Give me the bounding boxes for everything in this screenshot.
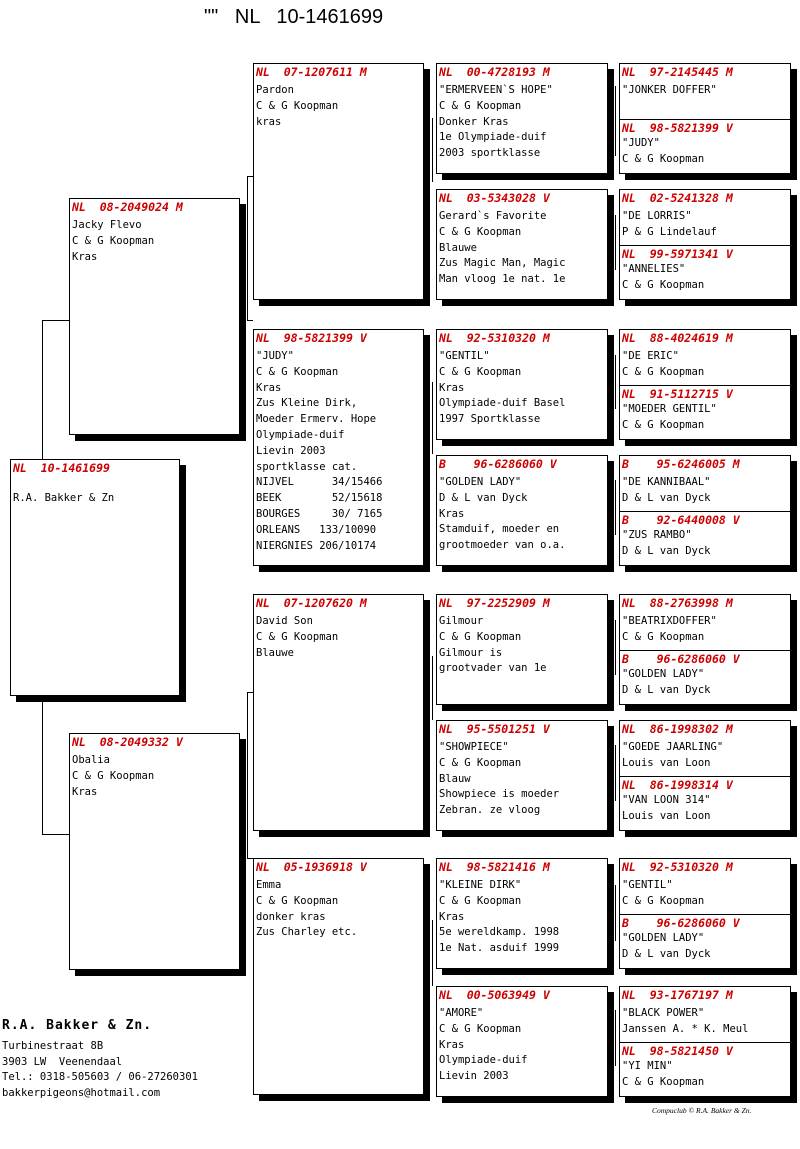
color: Kras [439,910,465,923]
pigeon-name: "DE KANNIBAAL" [622,476,711,488]
great-grandparent-card [436,189,608,300]
ancestor-sire [620,456,790,511]
race-result: BEEK 52/15618 [256,492,383,505]
color: Donker Kras [439,115,509,128]
ring-number: NL 97-2145445 M [622,65,733,79]
ring-number: NL 93-1767197 M [622,988,733,1002]
note: Olympiade-duif Basel [439,397,566,410]
ring-number: NL 92-5310320 M [622,860,733,874]
pigeon-name: "ANNELIES" [622,263,686,275]
ring-number: B 95-6246005 M [622,457,740,471]
breeder: Janssen A. * K. Meul [622,1022,749,1035]
breeder: Louis van Loon [622,756,711,769]
owner-city: 3903 LW Veenendaal [2,1055,123,1068]
color: Kras [72,785,98,798]
ring-number: NL 05-1936918 V [256,860,367,874]
note: Stamduif, moeder en [439,523,560,536]
grandparent-card [253,858,424,1095]
connector [615,620,616,675]
ring-number: B 96-6286060 V [622,652,740,666]
ring-number: B 92-6440008 V [622,513,740,527]
ring-number: B 96-6286060 V [622,916,740,930]
great-grandparent-card [436,594,608,705]
note: Man vloog 1e nat. 1e [439,273,566,286]
connector [432,920,433,986]
ring-number: NL 86-1998314 V [622,778,733,792]
connector [42,320,43,460]
ring-number: NL 95-5501251 V [439,722,550,736]
pedigree-title: "" NL 10-1461699 [204,6,384,28]
great-grandparent-card [436,455,608,566]
breeder: C & G Koopman [622,152,705,165]
note: Lievin 2003 [439,1070,509,1083]
owner-name: R.A. Bakker & Zn. [2,1018,153,1033]
breeder: C & G Koopman [622,365,705,378]
ring-number: NL 00-4728193 M [439,65,550,79]
ancestor-pair-card [619,329,791,440]
ring-number: NL 86-1998302 M [622,722,733,736]
ancestor-dam [620,119,790,174]
great-grandparent-card [436,329,608,440]
note: Zus Magic Man, Magic [439,257,566,270]
note: grootmoeder van o.a. [439,539,566,552]
ring-number: NL 98-5821399 V [256,331,367,345]
great-grandparent-card [436,720,608,831]
connector [42,320,69,321]
pigeon-name: "MOEDER GENTIL" [622,403,717,415]
connector [42,700,43,834]
pigeon-name: "DE ERIC" [622,350,679,362]
note: 2003 sportklasse [439,147,541,160]
connector [615,885,616,941]
breeder: C & G Koopman [439,365,522,378]
ring-number: NL 98-5821399 V [622,121,733,135]
connector [247,176,248,320]
breeder: C & G Koopman [622,278,705,291]
ancestor-pair-card [619,594,791,705]
ring-number: NL 03-5343028 V [439,191,550,205]
ring-number: NL 91-5112715 V [622,387,733,401]
note: grootvader van 1e [439,662,547,675]
ring-number: NL 00-5063949 V [439,988,550,1002]
pigeon-name: Pardon [256,84,294,96]
pigeon-name: "GOEDE JAARLING" [622,741,724,753]
breeder: P & G Lindelauf [622,225,717,238]
grandparent-card [253,63,424,300]
breeder: C & G Koopman [72,769,155,782]
pigeon-name: "VAN LOON 314" [622,794,711,806]
connector [432,656,433,720]
connector [615,86,616,156]
ring-number: NL 08-2049024 M [72,200,183,214]
sire-card [69,198,240,435]
connector [247,320,253,321]
owner-address: Turbinestraat 8B [2,1040,104,1052]
ancestor-sire [620,64,790,119]
owner-info [2,1018,198,1101]
pigeon-name: Jacky Flevo [72,219,142,231]
breeder: C & G Koopman [439,894,522,907]
great-grandparent-card [436,986,608,1097]
ancestor-dam [620,511,790,566]
breeder: Louis van Loon [622,809,711,822]
breeder: C & G Koopman [439,225,522,238]
note: Zus Charley etc. [256,926,358,939]
ancestor-pair-card [619,858,791,969]
breeder: C & G Koopman [622,630,705,643]
ancestor-sire [620,190,790,245]
owner-phone: Tel.: 0318-505603 / 06-27260301 [2,1071,198,1083]
great-grandparent-card [436,63,608,174]
color: Kras [439,1038,465,1051]
note: 1997 Sportklasse [439,413,541,426]
connector [615,1010,616,1066]
pigeon-name: "BLACK POWER" [622,1007,705,1019]
color: Kras [256,381,282,394]
color: Kras [439,507,465,520]
note: Zebran. ze vloog [439,804,541,817]
ancestor-dam [620,385,790,440]
color: Blauw [439,772,471,785]
ancestor-dam [620,776,790,831]
ancestor-pair-card [619,189,791,300]
note: Olympiade-duif [439,1054,528,1067]
color: Blauwe [256,646,294,659]
breeder: C & G Koopman [622,418,705,431]
breeder: C & G Koopman [622,1075,705,1088]
breeder: D & L van Dyck [622,544,711,557]
color: donker kras [256,910,326,923]
grandparent-card [253,594,424,831]
connector [615,355,616,409]
breeder: D & L van Dyck [622,491,711,504]
connector [615,215,616,270]
breeder: C & G Koopman [256,365,339,378]
pigeon-name: David Son [256,615,313,627]
breeder: C & G Koopman [439,1022,522,1035]
connector [247,692,248,858]
ring-number: NL 98-5821416 M [439,860,550,874]
pigeon-name: "YI MIN" [622,1060,673,1072]
pigeon-info: R.A. Bakker & Zn [13,492,115,504]
connector [432,382,433,454]
note: Gilmour is [439,646,503,659]
pigeon-name: "GOLDEN LADY" [622,932,705,944]
pigeon-name: "AMORE" [439,1007,484,1019]
pigeon-name: "GOLDEN LADY" [439,476,522,488]
ring-number: NL 10-1461699 [13,461,110,475]
breeder: D & L van Dyck [622,947,711,960]
note: Moeder Ermerv. Hope [256,413,377,426]
ancestor-sire [620,721,790,776]
note: 1e Olympiade-duif [439,131,547,144]
pigeon-name: "GOLDEN LADY" [622,668,705,680]
ring-number: NL 98-5821450 V [622,1044,733,1058]
pigeon-name: "JONKER DOFFER" [622,84,717,96]
color: Kras [439,381,465,394]
breeder: C & G Koopman [256,99,339,112]
ancestor-sire [620,595,790,650]
ancestor-sire [620,859,790,914]
pigeon-name: "KLEINE DIRK" [439,879,522,891]
race-result: NIERGNIES 206/10174 [256,539,377,552]
pigeon-name: "DE LORRIS" [622,210,692,222]
breeder: C & G Koopman [256,630,339,643]
connector [42,834,69,835]
ancestor-dam [620,914,790,969]
note: Lievin 2003 [256,444,326,457]
color: Blauwe [439,241,477,254]
pigeon-name: Emma [256,879,282,891]
ancestor-dam [620,650,790,705]
great-grandparent-card [436,858,608,969]
note: Showpiece is moeder [439,788,560,801]
breeder: C & G Koopman [72,234,155,247]
breeder: C & G Koopman [439,630,522,643]
ring-number: NL 07-1207611 M [256,65,367,79]
pigeon-card [10,459,180,696]
dam-card [69,733,240,970]
ring-number: NL 88-4024619 M [622,331,733,345]
ring-number: NL 97-2252909 M [439,596,550,610]
owner-email: bakkerpigeons@hotmail.com [2,1086,161,1099]
race-result: BOURGES 30/ 7165 [256,507,383,520]
ring-number: NL 92-5310320 M [439,331,550,345]
note: Olympiade-duif [256,428,345,441]
breeder: C & G Koopman [622,894,705,907]
race-result: NIJVEL 34/15466 [256,476,383,489]
ring-number: NL 02-5241328 M [622,191,733,205]
ancestor-pair-card [619,720,791,831]
ring-number: NL 07-1207620 M [256,596,367,610]
breeder: C & G Koopman [256,894,339,907]
grandparent-card [253,329,424,566]
ring-number: NL 08-2049332 V [72,735,183,749]
pigeon-name: "ERMERVEEN`S HOPE" [439,84,553,96]
ancestor-dam [620,245,790,300]
pigeon-name: "JUDY" [622,137,660,149]
color: Kras [72,250,98,263]
ancestor-pair-card [619,63,791,174]
breeder: C & G Koopman [439,756,522,769]
breeder: C & G Koopman [439,99,522,112]
pigeon-name: "GENTIL" [622,879,673,891]
note: 1e Nat. asduif 1999 [439,942,560,955]
note: 5e wereldkamp. 1998 [439,926,560,939]
ancestor-sire [620,330,790,385]
software-credit: Compuclub © R.A. Bakker & Zn. [652,1106,752,1115]
ancestor-pair-card [619,986,791,1097]
ring-number: B 96-6286060 V [439,457,557,471]
ring-number: NL 99-5971341 V [622,247,733,261]
pigeon-name: "BEATRIXDOFFER" [622,615,717,627]
note: Zus Kleine Dirk, [256,397,358,410]
pigeon-name: Obalia [72,754,110,766]
connector [615,745,616,801]
pigeon-name: "JUDY" [256,350,294,362]
pigeon-name: "SHOWPIECE" [439,741,509,753]
connector [615,480,616,535]
pigeon-name: "GENTIL" [439,350,490,362]
note: sportklasse cat. [256,460,358,473]
breeder: D & L van Dyck [622,683,711,696]
ancestor-dam [620,1042,790,1097]
pigeon-name: Gilmour [439,615,484,627]
ancestor-pair-card [619,455,791,566]
pigeon-name: "ZUS RAMBO" [622,529,692,541]
breeder: D & L van Dyck [439,491,528,504]
connector [432,118,433,182]
ring-number: NL 88-2763998 M [622,596,733,610]
race-result: ORLEANS 133/10090 [256,523,377,536]
pigeon-name: Gerard`s Favorite [439,210,547,222]
ancestor-sire [620,987,790,1042]
color: kras [256,115,282,128]
